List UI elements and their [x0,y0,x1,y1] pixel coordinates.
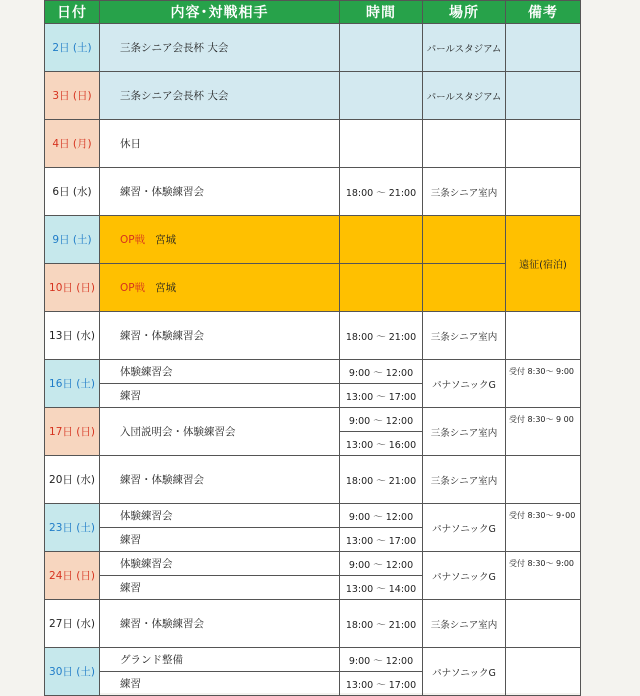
date-cell: 10日 (日) [45,264,100,312]
table-row [45,456,581,504]
content-cell: 練習・体験練習会 [100,456,340,504]
content-cell [100,216,340,264]
content-cell: 練習 [100,384,340,408]
date-cell: 4日 (月) [45,120,100,168]
content-cell: 練習 [100,576,340,600]
note-cell [506,168,581,216]
note-cell [506,72,581,120]
time-cell [340,120,423,168]
date-cell: 24日 (日) [45,552,100,600]
content-cell: 体験練習会 [100,504,340,528]
table-row [45,360,581,384]
place-cell: パールスタジアム [423,24,506,72]
schedule-table [44,0,581,696]
time-cell: 13:00 ～ 17:00 [340,528,423,552]
note-cell [506,648,581,696]
place-cell: 三条シニア室内 [423,456,506,504]
time-cell: 9:00 ～ 12:00 [340,648,423,672]
place-cell: 三条シニア室内 [423,600,506,648]
table-row [45,72,581,120]
time-cell [340,72,423,120]
place-cell: パールスタジアム [423,72,506,120]
table-row [45,216,581,264]
date-cell: 23日 (土) [45,504,100,552]
time-cell: 9:00 ～ 12:00 [340,360,423,384]
schedule-sheet [44,0,580,693]
content-cell: 入団説明会・体験練習会 [100,408,340,456]
content-cell: 三条シニア会長杯 大会 [100,24,340,72]
date-cell: 20日 (水) [45,456,100,504]
note-cell: 受付 8:30～ 9:00 [506,360,581,408]
content-cell: 休日 [100,120,340,168]
header-row [45,1,581,24]
place-cell: 三条シニア室内 [423,312,506,360]
place-cell: パナソニックG [423,360,506,408]
time-cell: 13:00 ～ 14:00 [340,576,423,600]
table-row [45,600,581,648]
table-row [45,168,581,216]
content-cell: 練習 [100,672,340,696]
date-cell: 2日 (土) [45,24,100,72]
note-cell [506,456,581,504]
date-cell: 17日 (日) [45,408,100,456]
content-cell: 体験練習会 [100,552,340,576]
date-cell: 6日 (水) [45,168,100,216]
note-cell [506,312,581,360]
content-cell: 練習・体験練習会 [100,312,340,360]
header-note: 備考 [506,1,581,24]
away-note-cell: 遠征(宿泊) [506,216,581,312]
note-cell [506,24,581,72]
place-cell: 三条シニア室内 [423,408,506,456]
time-cell: 18:00 ～ 21:00 [340,456,423,504]
content-cell: 練習・体験練習会 [100,168,340,216]
date-cell: 30日 (土) [45,648,100,696]
table-row [45,312,581,360]
time-cell [340,24,423,72]
date-cell: 13日 (水) [45,312,100,360]
table-row [45,648,581,672]
place-cell [423,120,506,168]
table-row [45,504,581,528]
date-cell: 9日 (土) [45,216,100,264]
op-game-label: OP戦 [120,234,146,246]
place-cell: 三条シニア室内 [423,168,506,216]
place-cell [423,264,506,312]
opponent-name: 宮城 [155,234,177,246]
content-cell: 練習・体験練習会 [100,600,340,648]
content-cell: 三条シニア会長杯 大会 [100,72,340,120]
opponent-name: 宮城 [155,282,177,294]
note-cell: 受付 8:30～ 9･00 [506,504,581,552]
place-cell: パナソニックG [423,552,506,600]
note-cell: 受付 8:30～ 9 00 [506,408,581,456]
note-cell: 受付 8:30～ 9:00 [506,552,581,600]
op-game-label: OP戦 [120,282,146,294]
header-content: 内容･対戦相手 [100,1,340,24]
header-date: 日付 [45,1,100,24]
place-cell [423,216,506,264]
time-cell: 18:00 ～ 21:00 [340,168,423,216]
time-cell: 18:00 ～ 21:00 [340,600,423,648]
header-time: 時間 [340,1,423,24]
table-row [45,120,581,168]
time-cell [340,216,423,264]
time-cell: 13:00 ～ 17:00 [340,672,423,696]
time-cell: 13:00 ～ 16:00 [340,432,423,456]
time-cell: 9:00 ～ 12:00 [340,408,423,432]
time-cell: 9:00 ～ 12:00 [340,552,423,576]
place-cell: パナソニックG [423,648,506,696]
date-cell: 27日 (水) [45,600,100,648]
note-cell [506,600,581,648]
place-cell: パナソニックG [423,504,506,552]
content-cell: 練習 [100,528,340,552]
header-place: 場所 [423,1,506,24]
content-cell: 体験練習会 [100,360,340,384]
content-cell [100,264,340,312]
date-cell: 3日 (日) [45,72,100,120]
time-cell: 13:00 ～ 17:00 [340,384,423,408]
content-cell: グランド整備 [100,648,340,672]
table-row [45,24,581,72]
time-cell [340,264,423,312]
table-row [45,264,581,312]
time-cell: 18:00 ～ 21:00 [340,312,423,360]
table-row [45,408,581,432]
date-cell: 16日 (土) [45,360,100,408]
table-row [45,552,581,576]
time-cell: 9:00 ～ 12:00 [340,504,423,528]
note-cell [506,120,581,168]
